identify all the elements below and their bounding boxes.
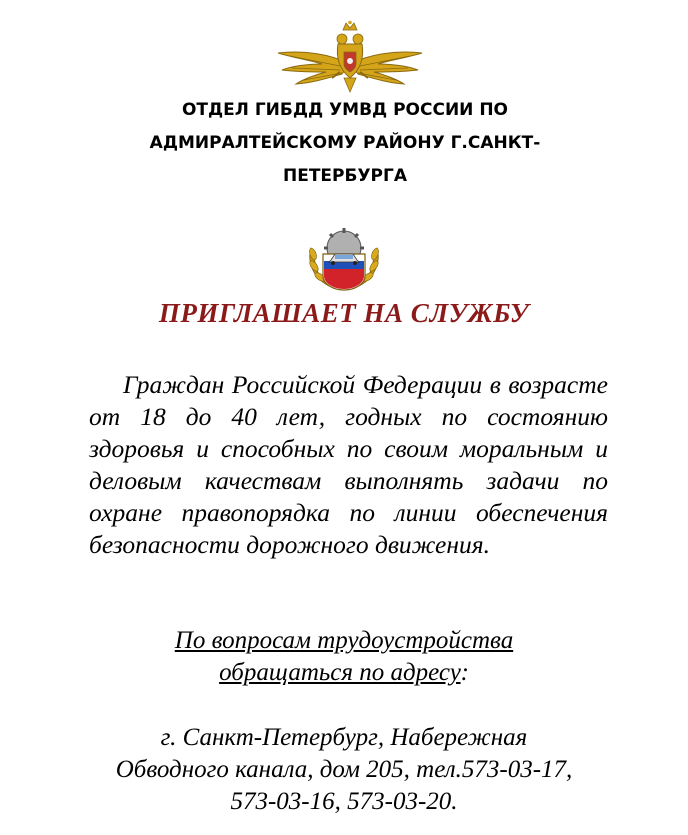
contact-line-1: По вопросам трудоустройства — [174, 627, 514, 654]
contact-instructions — [0, 625, 688, 689]
mvd-eagle-emblem-icon — [270, 20, 430, 104]
address-line: г. Санкт-Петербург, Набережная — [160, 724, 528, 751]
org-title — [100, 94, 590, 193]
org-title-line: ПЕТЕРБУРГА — [282, 166, 408, 186]
org-title-line: ОТДЕЛ ГИБДД УМВД РОССИИ ПО — [181, 100, 508, 120]
contact-line-2: обращаться по адресу — [219, 659, 461, 686]
address-line: 573-03-16, 573-03-20. — [230, 788, 458, 815]
address-block — [0, 722, 688, 818]
contact-line-2-colon: : — [460, 659, 469, 686]
org-title-line: АДМИРАЛТЕЙСКОМУ РАЙОНУ Г.САНКТ- — [149, 133, 541, 153]
invite-heading: ПРИГЛАШАЕТ НА СЛУЖБУ — [158, 298, 530, 328]
gibdd-emblem-icon — [301, 224, 387, 294]
address-line: Обводного канала, дом 205, тел.573-03-17, — [115, 756, 573, 783]
body-paragraph: Граждан Российской Федерации в возрасте от 18 до 40 лет, годных по состоянию здоровья и способных по своим моральным и деловым качествам выполнять задачи по охране правопорядка по линии обеспечения безопасности дорожного движения. — [89, 370, 608, 559]
